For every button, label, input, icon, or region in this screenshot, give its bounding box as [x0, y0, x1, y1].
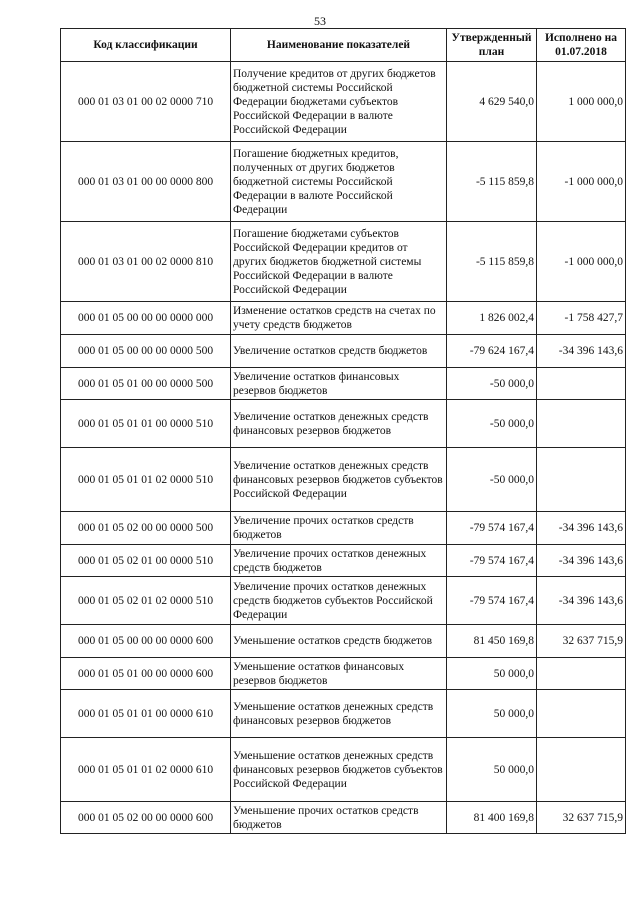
done-value-cell: [537, 448, 626, 512]
name-cell: Увеличение прочих остатков денежных средств бюджетов: [231, 545, 447, 577]
name-cell: Уменьшение прочих остатков средств бюджетов: [231, 802, 447, 834]
done-value-cell: [537, 690, 626, 738]
name-cell: Изменение остатков средств на счетах по учету средств бюджетов: [231, 302, 447, 335]
code-cell: 000 01 05 01 00 00 0000 600: [61, 658, 231, 690]
code-cell: 000 01 05 02 00 00 0000 500: [61, 512, 231, 545]
plan-value-cell: -50 000,0: [447, 368, 537, 400]
table-row: [61, 545, 626, 577]
done-value-cell: [537, 400, 626, 448]
code-cell: 000 01 05 01 01 00 0000 510: [61, 400, 231, 448]
plan-value-cell: -50 000,0: [447, 400, 537, 448]
done-value-cell: -34 396 143,6: [537, 577, 626, 625]
name-cell: Увеличение остатков средств бюджетов: [231, 335, 447, 368]
header-name: Наименование показателей: [231, 29, 447, 62]
done-value-cell: [537, 738, 626, 802]
table-row: [61, 577, 626, 625]
plan-value-cell: -5 115 859,8: [447, 142, 537, 222]
name-cell: Увеличение остатков финансовых резервов бюджетов: [231, 368, 447, 400]
budget-table: [60, 28, 626, 834]
code-cell: 000 01 05 01 00 00 0000 500: [61, 368, 231, 400]
table-row: [61, 302, 626, 335]
name-cell: Погашение бюджетами субъектов Российской Федерации кредитов от других бюджетов бюджетной системы Российской Федерации в валюте Российской Федерации: [231, 222, 447, 302]
plan-value-cell: 1 826 002,4: [447, 302, 537, 335]
page-number: 53: [314, 14, 326, 28]
done-value-cell: 1 000 000,0: [537, 62, 626, 142]
plan-value-cell: -79 574 167,4: [447, 512, 537, 545]
table-row: [61, 400, 626, 448]
table-row: [61, 222, 626, 302]
done-value-cell: -34 396 143,6: [537, 545, 626, 577]
plan-value-cell: 50 000,0: [447, 690, 537, 738]
table-row: [61, 738, 626, 802]
plan-value-cell: -79 624 167,4: [447, 335, 537, 368]
done-value-cell: [537, 658, 626, 690]
code-cell: 000 01 05 01 01 02 0000 610: [61, 738, 231, 802]
table-row: [61, 625, 626, 658]
table-body: [61, 62, 626, 834]
done-value-cell: 32 637 715,9: [537, 802, 626, 834]
table-row: [61, 142, 626, 222]
name-cell: Уменьшение остатков денежных средств финансовых резервов бюджетов субъектов Российской Федерации: [231, 738, 447, 802]
table-row: [61, 658, 626, 690]
plan-value-cell: -79 574 167,4: [447, 577, 537, 625]
done-value-cell: [537, 368, 626, 400]
plan-value-cell: 50 000,0: [447, 658, 537, 690]
plan-value-cell: -79 574 167,4: [447, 545, 537, 577]
plan-value-cell: -5 115 859,8: [447, 222, 537, 302]
code-cell: 000 01 05 00 00 00 0000 500: [61, 335, 231, 368]
plan-value-cell: 4 629 540,0: [447, 62, 537, 142]
name-cell: Увеличение остатков денежных средств финансовых резервов бюджетов субъектов Российской Федерации: [231, 448, 447, 512]
name-cell: Погашение бюджетных кредитов, полученных от других бюджетов бюджетной системы Российской Федерации в валюте Российской Федерации: [231, 142, 447, 222]
plan-value-cell: -50 000,0: [447, 448, 537, 512]
table-row: [61, 448, 626, 512]
header-plan: Утвержденный план: [447, 29, 537, 62]
name-cell: Увеличение прочих остатков денежных средств бюджетов субъектов Российской Федерации: [231, 577, 447, 625]
done-value-cell: -1 000 000,0: [537, 222, 626, 302]
done-value-cell: 32 637 715,9: [537, 625, 626, 658]
header-done: Исполнено на 01.07.2018: [537, 29, 626, 62]
table-row: [61, 512, 626, 545]
table-row: [61, 368, 626, 400]
name-cell: Уменьшение остатков денежных средств финансовых резервов бюджетов: [231, 690, 447, 738]
code-cell: 000 01 05 01 01 00 0000 610: [61, 690, 231, 738]
name-cell: Уменьшение остатков финансовых резервов бюджетов: [231, 658, 447, 690]
code-cell: 000 01 05 02 00 00 0000 600: [61, 802, 231, 834]
name-cell: Увеличение остатков денежных средств финансовых резервов бюджетов: [231, 400, 447, 448]
plan-value-cell: 81 450 169,8: [447, 625, 537, 658]
name-cell: Увеличение прочих остатков средств бюджетов: [231, 512, 447, 545]
table-header-row: [61, 29, 626, 62]
code-cell: 000 01 05 01 01 02 0000 510: [61, 448, 231, 512]
code-cell: 000 01 05 02 01 02 0000 510: [61, 577, 231, 625]
name-cell: Получение кредитов от других бюджетов бюджетной системы Российской Федерации бюджетами субъектов Российской Федерации в валюте Российской Федерации: [231, 62, 447, 142]
done-value-cell: -1 000 000,0: [537, 142, 626, 222]
code-cell: 000 01 05 00 00 00 0000 000: [61, 302, 231, 335]
code-cell: 000 01 03 01 00 02 0000 710: [61, 62, 231, 142]
code-cell: 000 01 05 00 00 00 0000 600: [61, 625, 231, 658]
done-value-cell: -1 758 427,7: [537, 302, 626, 335]
header-code: Код классификации: [61, 29, 231, 62]
table-row: [61, 335, 626, 368]
table-row: [61, 690, 626, 738]
done-value-cell: -34 396 143,6: [537, 335, 626, 368]
code-cell: 000 01 03 01 00 02 0000 810: [61, 222, 231, 302]
done-value-cell: -34 396 143,6: [537, 512, 626, 545]
plan-value-cell: 81 400 169,8: [447, 802, 537, 834]
table-row: [61, 62, 626, 142]
table-row: [61, 802, 626, 834]
code-cell: 000 01 03 01 00 00 0000 800: [61, 142, 231, 222]
code-cell: 000 01 05 02 01 00 0000 510: [61, 545, 231, 577]
name-cell: Уменьшение остатков средств бюджетов: [231, 625, 447, 658]
plan-value-cell: 50 000,0: [447, 738, 537, 802]
